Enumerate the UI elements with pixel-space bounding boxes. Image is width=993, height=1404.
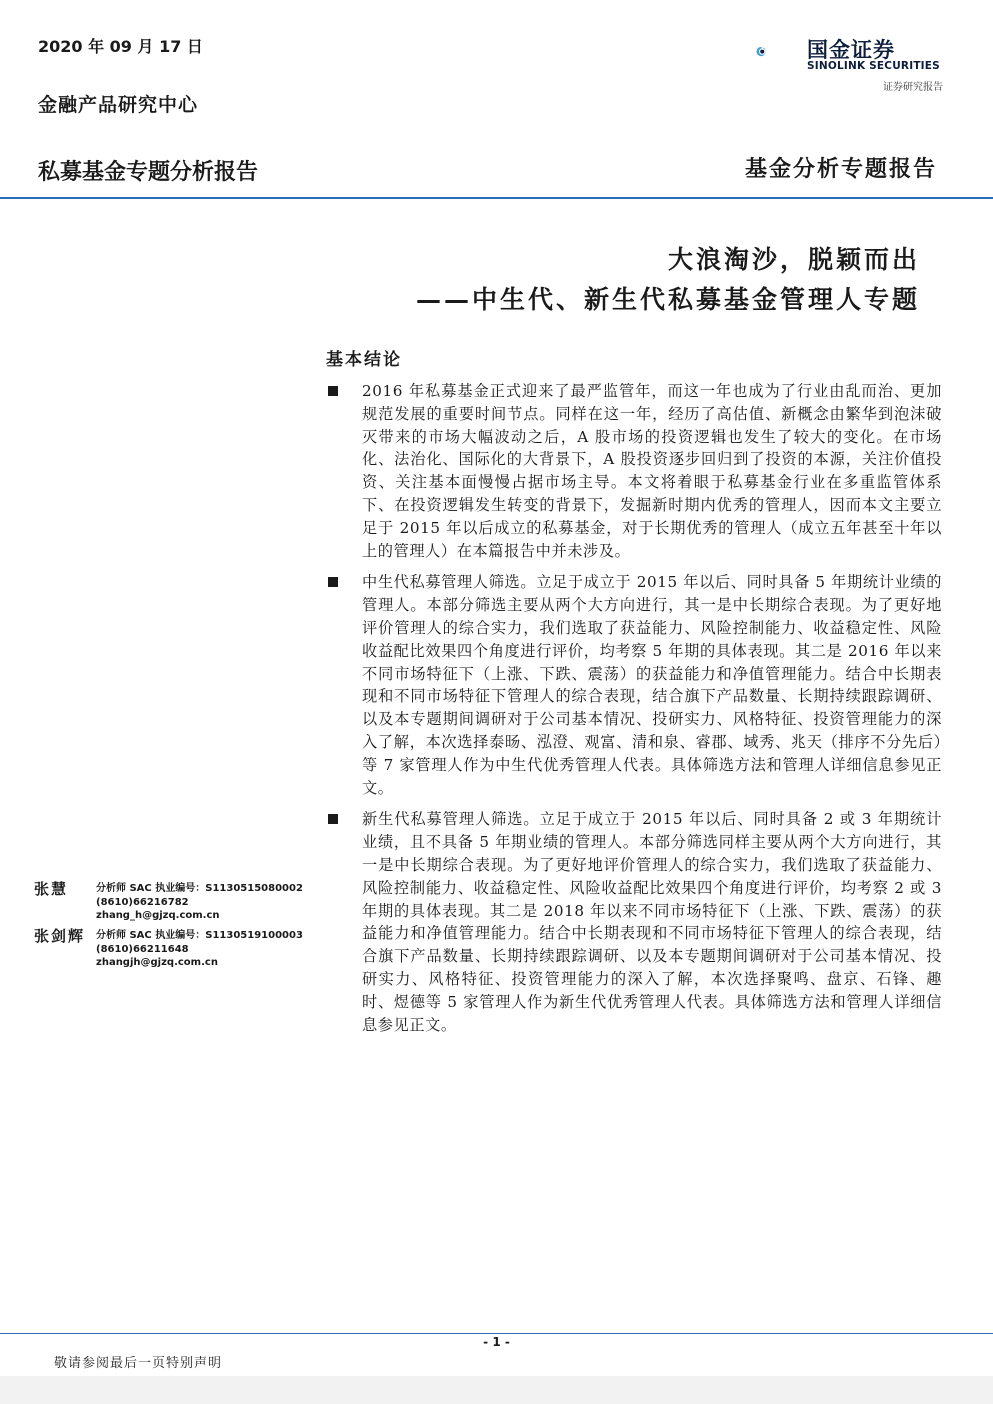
analyst-email[interactable]: zhangjh@gjzq.com.cn — [96, 957, 218, 968]
report-type: 基金分析专题报告 — [744, 156, 937, 182]
list-item — [326, 571, 942, 799]
analyst-name: 张剑辉 — [34, 927, 86, 945]
main-title — [300, 240, 920, 320]
analyst-phone: (8610)66216782 — [96, 896, 189, 908]
bullet-text: 2016 年私募基金正式迎来了最严监管年，而这一年也成为了行业由乱而治、更加规范发展的重要时间节点。同样在这一年，经历了高估值、新概念由繁华到泡沫破灭带来的市场大幅波动之后，A 股市场的投资逻辑也发生了较大的变化。在市场化、法治化、国际化的大背景下，A 股投资逐步回归到了投资的本源，关注价值投资、关注基本面慢慢占据市场主导。本文将着眼于私募基金行业在多重监管体系下、在投资逻辑发生转变的背景下，发掘新时期内优秀的管理人，因而本文主要立足于 2015 年以后成立的私募基金，对于长期优秀的管理人（成立五年甚至十年以上的管理人）在本篇报告中并未涉及。 — [362, 382, 942, 560]
sinolink-logo-icon — [756, 30, 800, 74]
logo-name-cn: 国金证券 — [807, 38, 895, 62]
analyst-cert: 分析师 SAC 执业编号：S1130515080002 — [96, 883, 303, 894]
main-title-line2: ——中生代、新生代私募基金管理人专题 — [415, 285, 920, 314]
conclusion-list — [326, 380, 942, 1045]
page-number: - 1 - — [483, 1335, 510, 1349]
header-divider — [0, 197, 993, 199]
logo-subtitle: 证券研究报告 — [883, 82, 943, 93]
bullet-text: 中生代私募管理人筛选。立足于成立于 2015 年以后、同时具备 5 年期统计业绩的管理人。本部分筛选主要从两个大方向进行，其一是中长期综合表现。为了更好地评价管理人的综合实力，我们选取了获益能力、风险控制能力、收益稳定性、风险收益配比效果四个角度进行评价，均考察 5 年期的具体表现。其二是 2016 年以来不同市场特征下（上涨、下跌、震荡）的获益能力和净值管理能力。结合中长期表现和不同市场特征下管理人的综合表现，结合旗下产品数量、长期持续跟踪调研、以及本专题期间调研对于公司基本情况、投研实力、风格特征、投资管理能力的深入了解，本次选择泰旸、泓澄、观富、清和泉、睿郡、域秀、兆天（排序不分先后）等 7 家管理人作为中生代优秀管理人代表。具体筛选方法和管理人详细信息参见正文。 — [362, 573, 942, 797]
square-bullet-icon — [328, 814, 338, 824]
analyst-phone: (8610)66211648 — [96, 943, 189, 955]
logo-name-en: SINOLINK SECURITIES — [807, 60, 940, 72]
main-title-line1: 大浪淘沙，脱颖而出 — [667, 245, 920, 274]
analyst-info — [96, 929, 303, 970]
report-title: 私募基金专题分析报告 — [38, 160, 259, 185]
department-name: 金融产品研究中心 — [38, 94, 199, 116]
footer-divider — [0, 1333, 993, 1334]
footer-band — [0, 1376, 993, 1404]
report-date: 2020 年 09 月 17 日 — [38, 37, 203, 56]
footer-disclaimer: 敬请参阅最后一页特别声明 — [54, 1356, 223, 1371]
square-bullet-icon — [328, 386, 338, 396]
analyst-email[interactable]: zhang_h@gjzq.com.cn — [96, 910, 220, 921]
section-heading: 基本结论 — [326, 350, 402, 370]
bullet-text: 新生代私募管理人筛选。立足于成立于 2015 年以后、同时具备 2 或 3 年期统计业绩，且不具备 5 年期业绩的管理人。本部分筛选同样主要从两个大方向进行，其一是中长期综合表现。为了更好地评价管理人的综合实力，我们选取了获益能力、风险控制能力、收益稳定性、风险收益配比效果四个角度进行评价，均考察 2 或 3 年期的具体表现。其二是 2018 年以来不同市场特征下（上涨、下跌、震荡）的获益能力和净值管理能力。结合中长期表现和不同市场特征下管理人的综合表现，结合旗下产品数量、长期持续跟踪调研、以及本专题期间调研对于公司基本情况、投研实力、风格特征、投资管理能力的深入了解，本次选择聚鸣、盘京、石锋、趣时、煜德等 5 家管理人作为新生代优秀管理人代表。具体筛选方法和管理人详细信息参见正文。 — [362, 810, 942, 1034]
square-bullet-icon — [328, 577, 338, 587]
analyst-cert: 分析师 SAC 执业编号：S1130519100003 — [96, 930, 303, 941]
analyst-info — [96, 882, 303, 923]
list-item — [326, 380, 942, 562]
analyst-name: 张慧 — [34, 880, 69, 898]
list-item — [326, 808, 942, 1036]
